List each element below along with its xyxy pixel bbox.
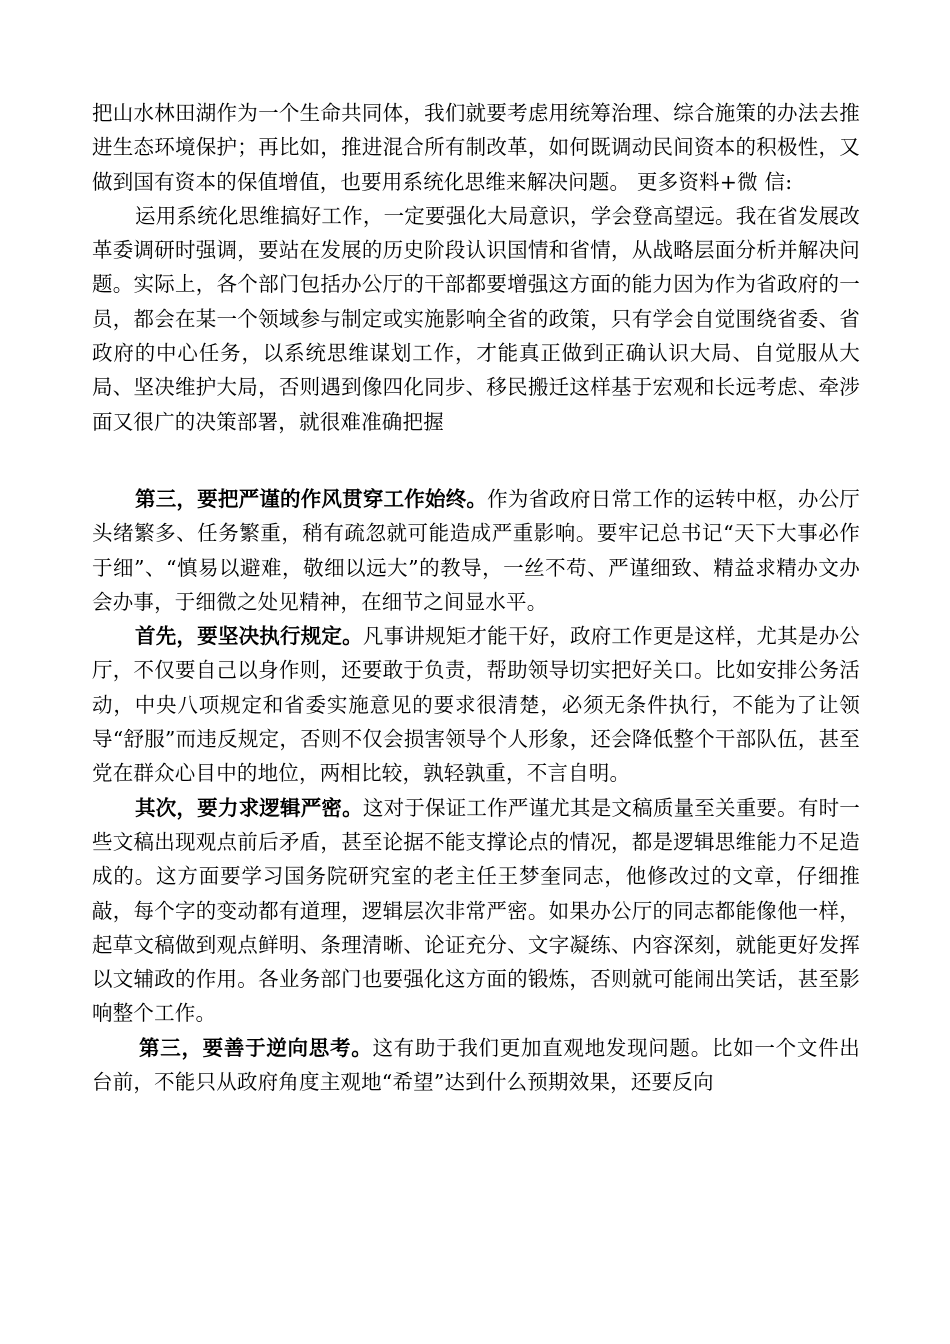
paragraph-6-heading: 第三，要善于逆向思考。	[139, 1035, 373, 1060]
paragraph-5-heading: 其次，要力求逻辑严密。	[135, 795, 363, 820]
paragraph-4-text: 凡事讲规矩才能干好，政府工作更是这样，尤其是办公厅，不仅要自己以身作则，还要敢于负责，帮助领导切实把好关口。比如安排公务活动，中央八项规定和省委实施意见的要求很清楚，必须无条件执行，不能为了让领导“舒服”而违反规定，否则不仅会损害领导个人形象，还会降低整个干部队伍，甚至党在群众心目中的地位，两相比较，孰轻孰重，不言自明。	[92, 624, 860, 786]
paragraph-4	[92, 619, 860, 790]
paragraph-2	[92, 199, 860, 439]
paragraph-3-text: 作为省政府日常工作的运转中枢，办公厅头绪繁多、任务繁重，稍有疏忽就可能造成严重影响。要牢记总书记“天下大事必作于细”、“慎易以避难，敬细以远大”的教导，一丝不苟、严谨细致、精益求精办文办会办事，于细微之处见精神，在细节之间显水平。	[92, 486, 860, 614]
document-page	[92, 96, 860, 1099]
paragraph-5	[92, 791, 860, 1031]
paragraph-2-text: 运用系统化思维搞好工作，一定要强化大局意识，学会登高望远。我在省发展改革委调研时强调，要站在发展的历史阶段认识国情和省情，从战略层面分析并解决问题。实际上，各个部门包括办公厅的干部都要增强这方面的能力因为作为省政府的一员，都会在某一个领域参与制定或实施影响全省的政策，只有学会自觉围绕省委、省政府的中心任务，以系统思维谋划工作，才能真正做到正确认识大局、自觉服从大局、坚决维护大局，否则遇到像四化同步、移民搬迁这样基于宏观和长远考虑、牵涉面又很广的决策部署，就很难准确把握	[92, 203, 860, 434]
paragraph-3-heading: 第三，要把严谨的作风贯穿工作始终。	[135, 486, 488, 511]
paragraph-1-text: 把山水林田湖作为一个生命共同体，我们就要考虑用统筹治理、综合施策的办法去推进生态环境保护；再比如，推进混合所有制改革，如何既调动民间资本的积极性，又做到国有资本的保值增值，也要用系统化思维来解决问题。 更多资料+微 信:	[92, 101, 860, 194]
paragraph-6	[92, 1031, 860, 1100]
paragraph-gap	[92, 439, 860, 482]
paragraph-4-heading: 首先，要坚决执行规定。	[135, 624, 363, 649]
paragraph-3	[92, 482, 860, 619]
paragraph-5-text: 这对于保证工作严谨尤其是文稿质量至关重要。有时一些文稿出现观点前后矛盾，甚至论据不能支撑论点的情况，都是逻辑思维能力不足造成的。这方面要学习国务院研究室的老主任王梦奎同志，他修改过的文章，仔细推敲，每个字的变动都有道理，逻辑层次非常严密。如果办公厅的同志都能像他一样，起草文稿做到观点鲜明、条理清晰、论证充分、文字凝练、内容深刻，就能更好发挥以文辅政的作用。各业务部门也要强化这方面的锻炼，否则就可能闹出笑话，甚至影响整个工作。	[92, 795, 860, 1026]
paragraph-1	[92, 96, 860, 199]
paragraph-6-text: 这有助于我们更加直观地发现问题。比如一个文件出台前，不能只从政府角度主观地“希望”达到什么预期效果，还要反向	[92, 1035, 860, 1095]
